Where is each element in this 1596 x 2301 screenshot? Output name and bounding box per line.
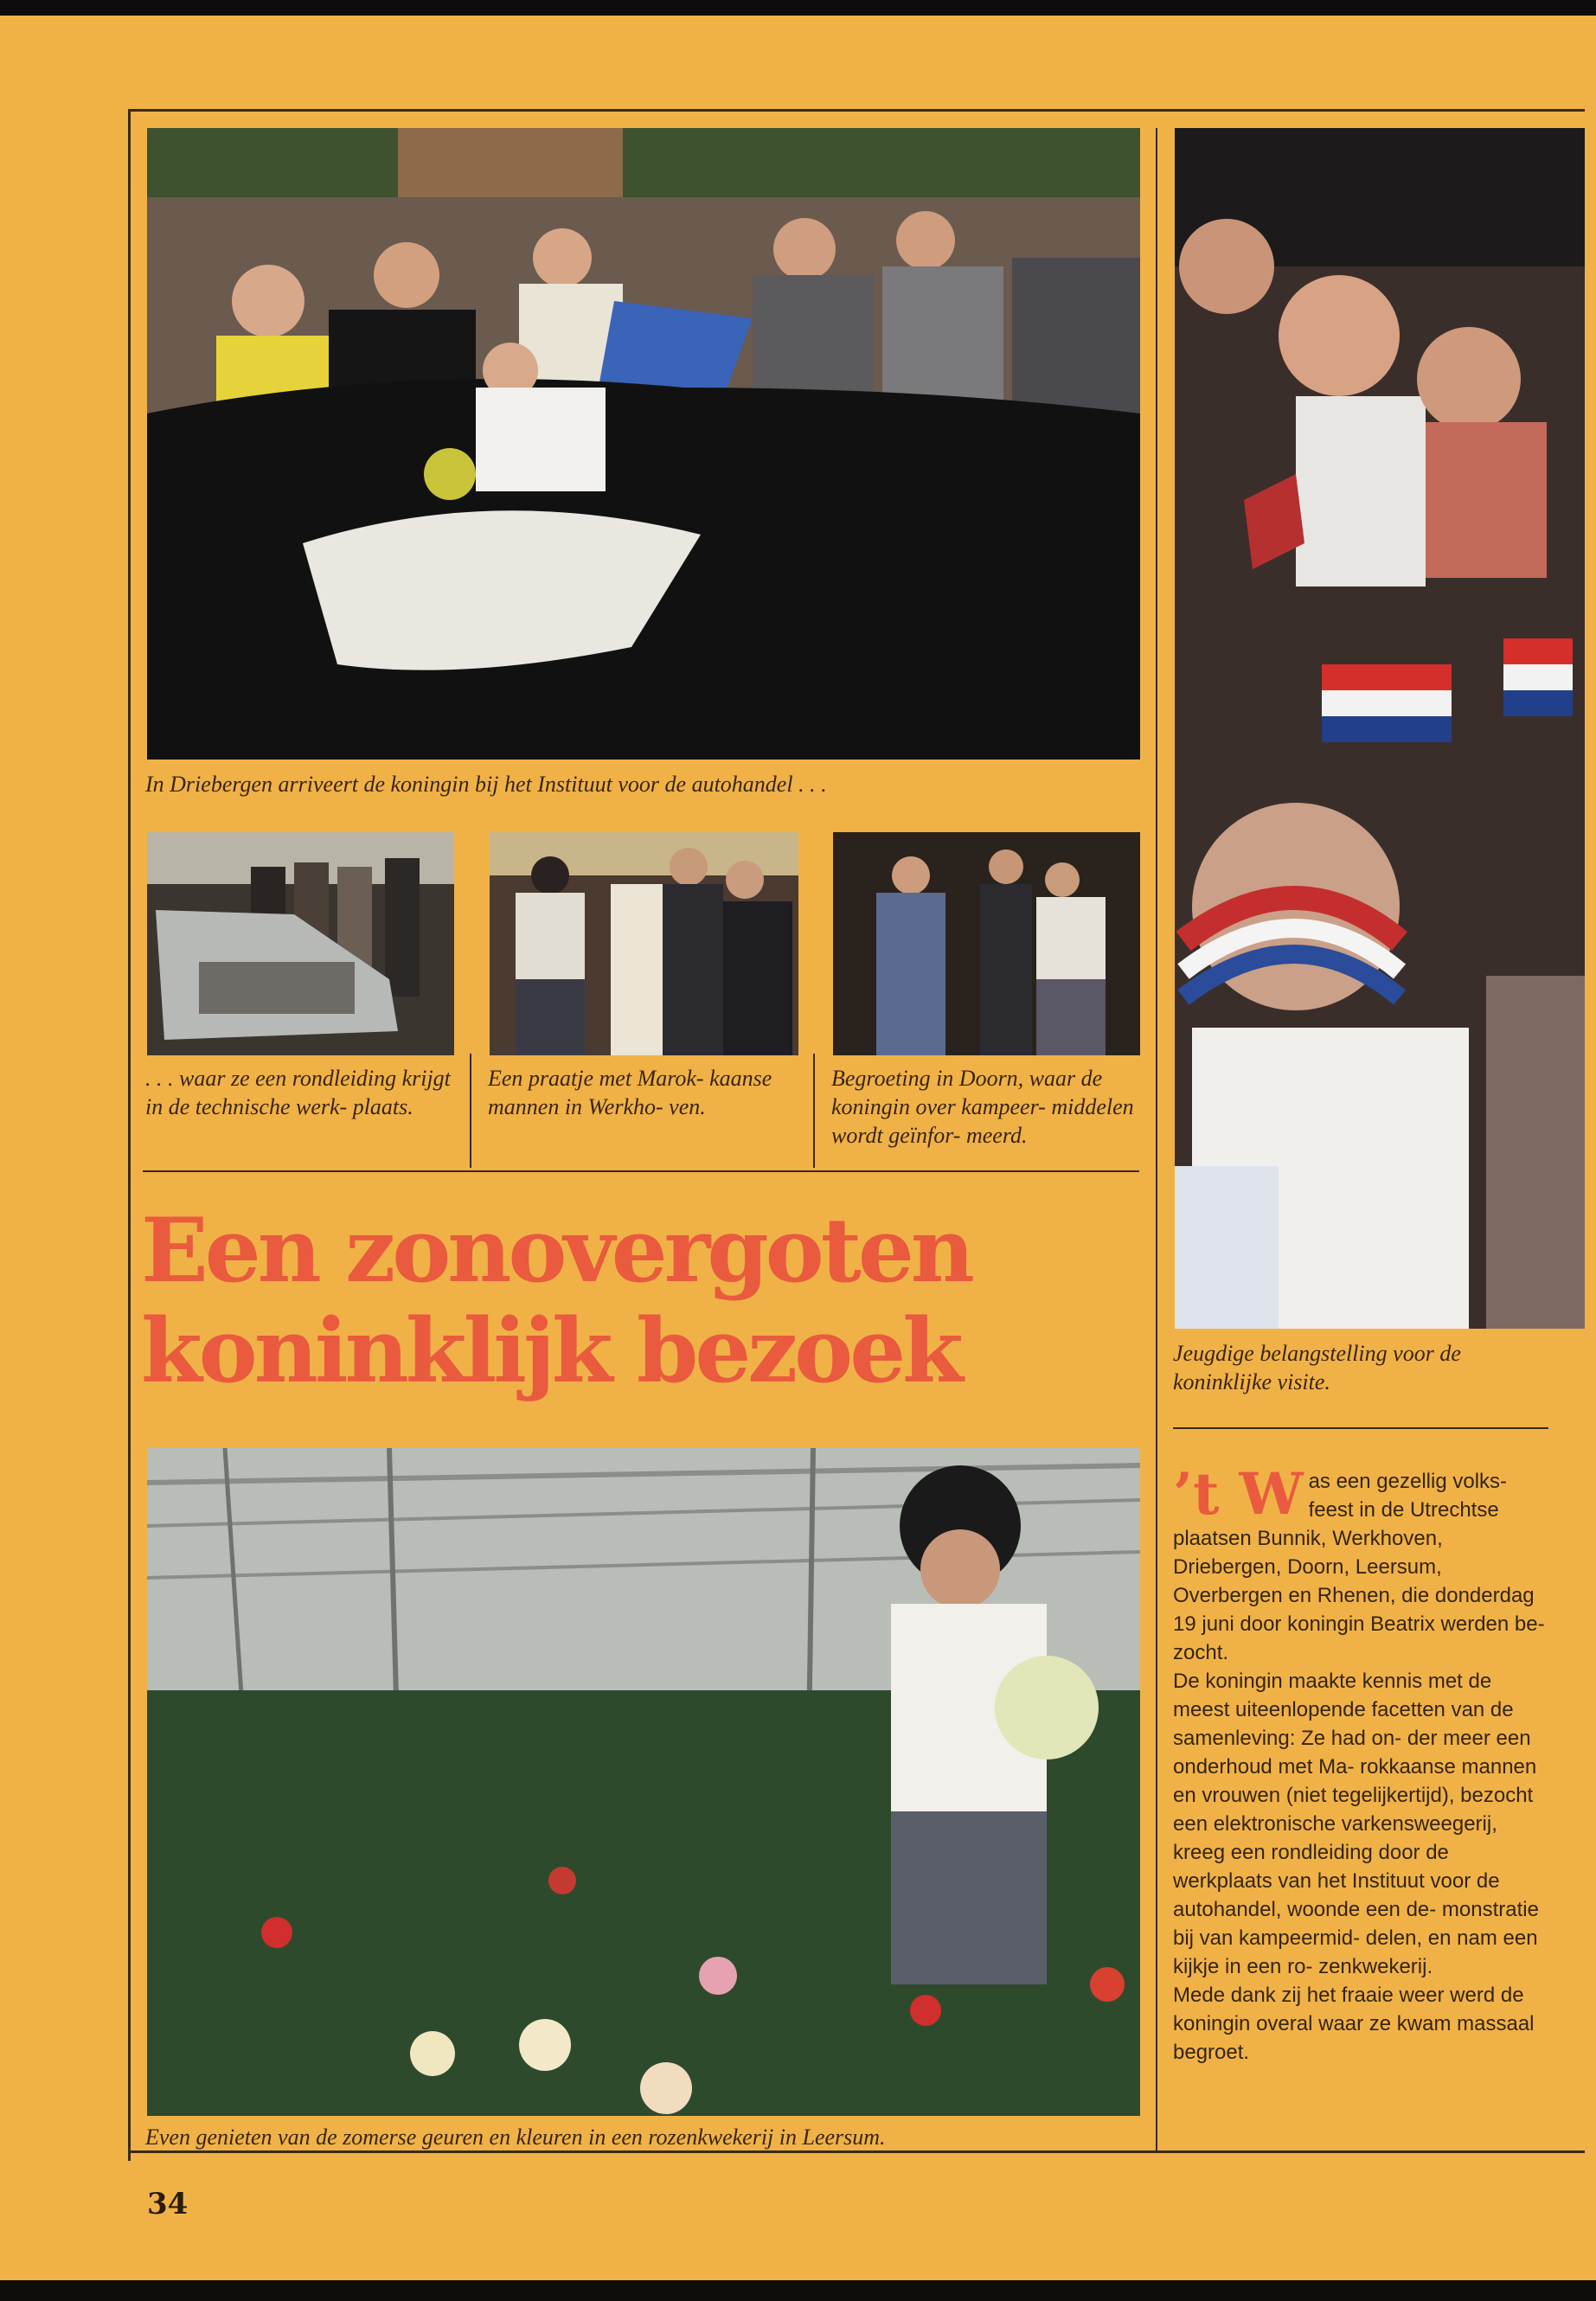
caption-rose-nursery: Even genieten van de zomerse geuren en kleuren in een rozenkwekerij in Leersum. bbox=[145, 2125, 886, 2150]
caption-divider-1 bbox=[470, 1054, 471, 1168]
left-rule bbox=[128, 109, 131, 2161]
page-title bbox=[141, 1201, 971, 1401]
article-paragraph-3: Mede dank zij het fraaie weer werd de koningin overal waar ze kwam massaal begroet. bbox=[1173, 1984, 1535, 2064]
column-divider bbox=[1156, 128, 1157, 2152]
photo-queen-arrival-image bbox=[147, 128, 1140, 760]
caption-youth-interest: Jeugdige belangstelling voor de koninklijke visite. bbox=[1173, 1341, 1461, 1394]
photo-rose-nursery bbox=[147, 1448, 1140, 2116]
photo-doorn-greeting-image bbox=[833, 832, 1140, 1055]
photo-moroccan-men-image bbox=[490, 832, 798, 1055]
article-paragraph-1-text: as een gezellig volks- feest in de Utrechtse plaatsen Bunnik, Werkhoven, Driebergen, Doorn, Leersum, Overbergen en Rhenen, die donderdag 19 juni door koningin Beatrix werden be- zocht. bbox=[1173, 1470, 1545, 1664]
title-line-1: Een zonovergoten bbox=[141, 1199, 971, 1303]
title-line-2: koninklijk bezoek bbox=[141, 1299, 960, 1403]
photo-workshop-image bbox=[147, 832, 454, 1055]
photo-youth-crowd bbox=[1175, 128, 1585, 1329]
photo-workshop bbox=[147, 832, 454, 1055]
photo-moroccan-men bbox=[490, 832, 798, 1055]
article-top-rule bbox=[1173, 1427, 1548, 1429]
photo-queen-arrival bbox=[147, 128, 1140, 760]
article-paragraph-2: De koningin maakte kennis met de meest uiteenlopende facetten van de samenleving: Ze had on- der meer een onderhoud met Ma- rokkaanse mannen en vrouwen (niet tegelijkertijd), bezocht een elektronische varkensweegerij, kreeg een rondleiding door de werkplaats van het Instituut voor de autohandel, woonde een de- monstratie bij van kampeermid- delen, en nam een kijkje in een ro- zenkwekerij. bbox=[1173, 1670, 1539, 1978]
page-number: 34 bbox=[147, 2187, 189, 2221]
dropcap: ’t W bbox=[1173, 1460, 1304, 1528]
article-paragraph-1 bbox=[1173, 1460, 1547, 1667]
photo-youth-crowd-image bbox=[1175, 128, 1585, 1329]
photo-rose-nursery-image bbox=[147, 1448, 1140, 2116]
caption-row-rule bbox=[143, 1170, 1139, 1172]
top-rule bbox=[128, 109, 1585, 112]
caption-car-arrival: In Driebergen arriveert de koningin bij het Instituut voor de autohandel . . . bbox=[145, 772, 827, 797]
caption-divider-2 bbox=[813, 1054, 815, 1168]
caption-workshop: . . . waar ze een rondleiding krijgt in de technische werk- plaats. bbox=[145, 1066, 451, 1119]
caption-moroccan-men: Een praatje met Marok- kaanse mannen in Werkho- ven. bbox=[488, 1066, 772, 1119]
magazine-page bbox=[0, 16, 1596, 2280]
article-body bbox=[1173, 1460, 1547, 2067]
caption-doorn-greeting: Begroeting in Doorn, waar de koningin over kampeer- middelen wordt geïnfor- meerd. bbox=[831, 1066, 1134, 1148]
photo-doorn-greeting bbox=[833, 832, 1140, 1055]
